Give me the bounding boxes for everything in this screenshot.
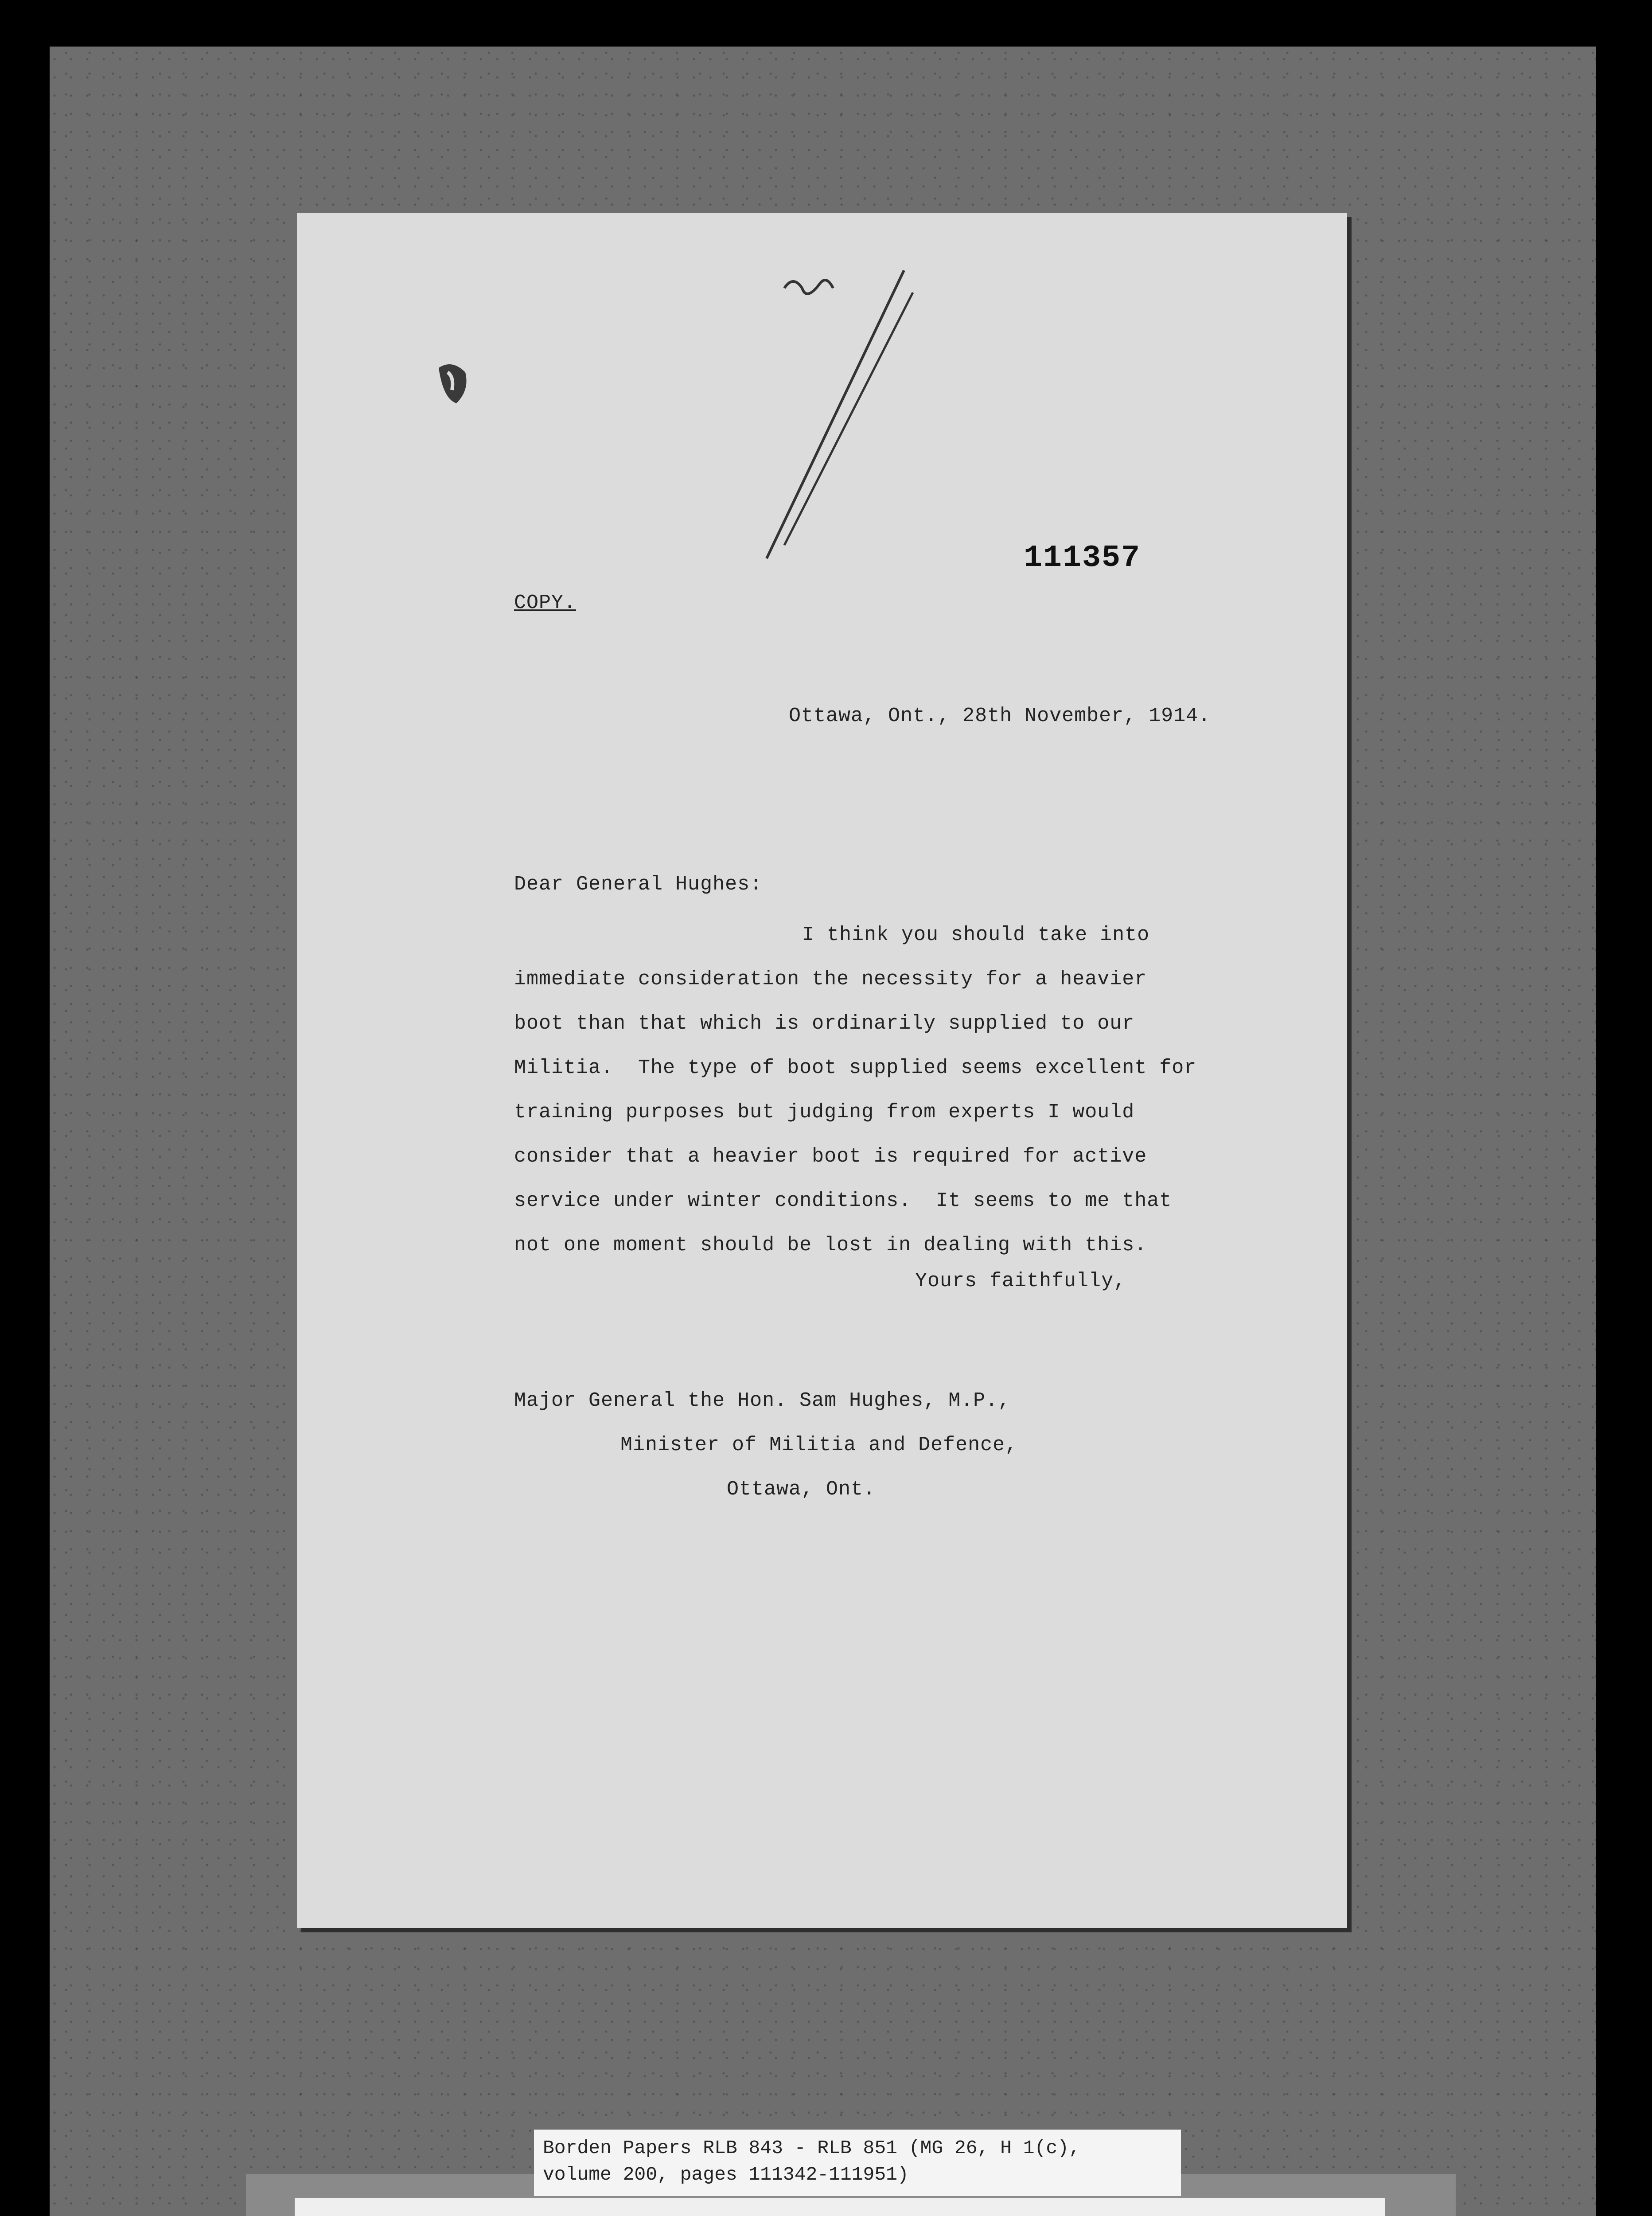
citation-label <box>534 2130 1181 2196</box>
body-line: boot than that which is ordinarily supplied to our <box>514 1012 1135 1035</box>
closing: Yours faithfully, <box>915 1270 1126 1292</box>
body-line: training purposes but judging from experts I would <box>514 1101 1135 1124</box>
address-line: Ottawa, Ont. <box>727 1478 876 1501</box>
salutation: Dear General Hughes: <box>514 873 763 896</box>
address-line: Minister of Militia and Defence, <box>620 1434 1018 1456</box>
date-line: Ottawa, Ont., 28th November, 1914. <box>789 705 1211 727</box>
body-line: consider that a heavier boot is required for active <box>514 1145 1147 1168</box>
body-line: immediate consideration the necessity for a heavier <box>514 968 1147 991</box>
document-number: 111357 <box>1024 541 1141 576</box>
tear-mark-icon <box>434 359 470 408</box>
body-line: Militia. The type of boot supplied seems excellent for <box>514 1057 1197 1079</box>
body-line: service under winter conditions. It seems to me that <box>514 1190 1172 1212</box>
address-line: Major General the Hon. Sam Hughes, M.P., <box>514 1389 1011 1412</box>
copy-label: COPY. <box>514 592 577 614</box>
archives-card <box>295 2198 1385 2216</box>
letter-sheet <box>297 213 1347 1928</box>
citation-line: Borden Papers RLB 843 - RLB 851 (MG 26, H 1(c), <box>543 2137 1080 2159</box>
body-line: I think you should take into <box>802 924 1150 946</box>
body-line: not one moment should be lost in dealing with this. <box>514 1234 1147 1256</box>
letter-body <box>514 913 1312 1268</box>
pencil-annotation-icon <box>758 253 944 563</box>
citation-line: volume 200, pages 111342-111951) <box>543 2164 909 2185</box>
